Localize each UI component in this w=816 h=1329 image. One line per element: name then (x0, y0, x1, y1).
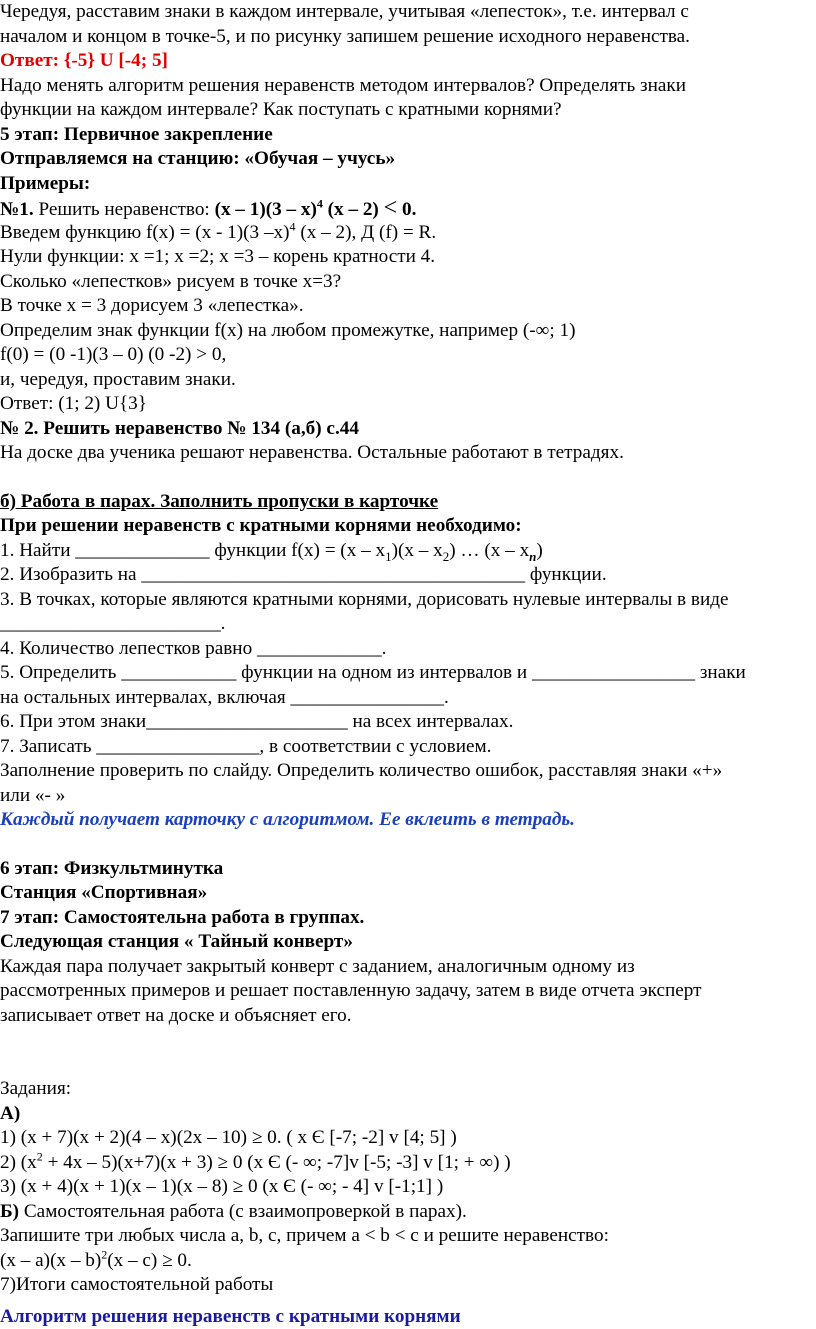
stage5-station: Отправляемся на станцию: «Обучая – учусь» (0, 148, 396, 169)
pairs-subtitle: При решении неравенств с кратными корнями необходимо: (0, 515, 522, 536)
sign-line-3: и, чередуя, проставим знаки. (0, 369, 236, 390)
check-line-1: Заполнение проверить по слайду. Определить количество ошибок, расставляя знаки «+» (0, 760, 723, 781)
tasks-b3-exponent: 2 (101, 1247, 108, 1262)
function-definition (0, 221, 436, 245)
tasks-b (0, 1200, 467, 1224)
step-7: 7. Записать _________________, в соответствии с условием. (0, 736, 492, 757)
tasks-title: Задания: (0, 1078, 72, 1099)
tasks-b3-b: (x – c) ≥ 0. (107, 1250, 192, 1271)
task-3: 3) (x + 4)(x + 1)(x – 1)(x – 8) ≥ 0 (x Є (- ∞; - 4] v [-1;1] ) (0, 1176, 444, 1197)
step-1-c: ) … (x – x (449, 540, 530, 561)
example-1-number: №1. (0, 199, 34, 220)
step-5-line-1: 5. Определить ____________ функции на одном из интервалов и _________________ знаки (0, 662, 746, 683)
step-1 (0, 539, 543, 563)
algorithm-heading: Алгоритм решения неравенств с кратными корнями (0, 1306, 461, 1327)
step-1-sub-1: 1 (385, 548, 392, 564)
example-2-note: На доске два ученика решают неравенства. Остальные работают в тетрадях. (0, 442, 624, 463)
intro-question-1: Надо менять алгоритм решения неравенств методом интервалов? Определять знаки (0, 75, 686, 96)
example-1-exponent: 4 (316, 196, 323, 211)
step-3-line-1: 3. В точках, которые являются кратными корнями, дорисовать нулевые интервалы в виде (0, 589, 729, 610)
stage5-title: 5 этап: Первичное закрепление (0, 124, 273, 145)
intro-question-2: функции на каждом интервале? Как поступать с кратными корнями? (0, 99, 562, 120)
stage5-examples: Примеры: (0, 173, 91, 194)
stage7-paragraph-3: записывает ответ на доске и объясняет его. (0, 1005, 352, 1026)
results-line: 7)Итоги самостоятельной работы (0, 1274, 274, 1295)
step-2: 2. Изобразить на ________________________________________ функции. (0, 564, 607, 585)
step-1-a: 1. Найти ______________ функции f(x) = (x – x (0, 540, 386, 561)
example-1-less-than: < (383, 195, 398, 221)
step-1-d: ) (536, 540, 543, 561)
example-1 (0, 196, 416, 222)
example-1-text: Решить неравенство: (33, 199, 215, 220)
function-exponent: 4 (289, 219, 296, 234)
step-5-line-2: на остальных интервалах, включая ________________. (0, 687, 449, 708)
tasks-b-line-2: Запишите три любых числа a, b, c, причем a < b < c и решите неравенство: (0, 1225, 609, 1246)
example-1-ineq-a: (x – 1)(3 – x) (214, 199, 317, 220)
function-zeros: Нули функции: x =1; x =2; x =3 – корень кратности 4. (0, 246, 436, 267)
stage7-paragraph-1: Каждая пара получает закрытый конверт с заданием, аналогичным одному из (0, 956, 635, 977)
tasks-b-text: Самостоятельная работа (с взаимопроверкой в парах). (19, 1201, 467, 1222)
stage7-title: 7 этап: Самостоятельна работа в группах. (0, 907, 365, 928)
step-1-b: )(x – x (391, 540, 443, 561)
task-1: 1) (x + 7)(x + 2)(4 – x)(2x – 10) ≥ 0. ( x Є [-7; -2] v [4; 5] ) (0, 1127, 457, 1148)
card-note: Каждый получает карточку с алгоритмом. Ее вклеить в тетрадь. (0, 809, 575, 830)
stage7-station: Следующая станция « Тайный конверт» (0, 931, 353, 952)
example-1-answer: Ответ: (1; 2) U{3} (0, 393, 147, 414)
tasks-a-label: А) (0, 1103, 21, 1124)
sign-line-1: Определим знак функции f(x) на любом промежутке, например (-∞; 1) (0, 320, 576, 341)
step-4: 4. Количество лепестков равно _____________. (0, 638, 387, 659)
task-2-a: 2) (x (0, 1152, 37, 1173)
step-3-line-2: _______________________. (0, 613, 226, 634)
tasks-b-label: Б) (0, 1201, 20, 1222)
intro-answer: Ответ: {-5} U [-4; 5] (0, 50, 168, 71)
petals-question: Сколько «лепестков» рисуем в точке x=3? (0, 271, 342, 292)
tasks-b-line-3 (0, 1249, 192, 1273)
example-2: № 2. Решить неравенство № 134 (а,б) с.44 (0, 418, 359, 439)
example-1-end: 0. (397, 199, 417, 220)
step-1-sub-n: n (529, 548, 537, 564)
petals-answer: В точке x = 3 дорисуем 3 «лепестка». (0, 295, 304, 316)
pairs-title: б) Работа в парах. Заполнить пропуски в карточке (0, 491, 439, 512)
intro-line-1: Чередуя, расставим знаки в каждом интервале, учитывая «лепесток», т.е. интервал с (0, 1, 689, 22)
check-line-2: или «- » (0, 785, 66, 806)
task-2 (0, 1151, 511, 1175)
task-2-b: + 4x – 5)(x+7)(x + 3) ≥ 0 (x Є (- ∞; -7]v [-5; -3] v [1; + ∞) ) (42, 1152, 511, 1173)
function-definition-b: (x – 2), Д (f) = R. (295, 222, 437, 243)
sign-line-2: f(0) = (0 -1)(3 – 0) (0 -2) > 0, (0, 344, 227, 365)
example-1-ineq-b: (x – 2) (322, 199, 384, 220)
stage6-station: Станция «Спортивная» (0, 882, 208, 903)
function-definition-a: Введем функцию f(x) = (x - 1)(3 –x) (0, 222, 290, 243)
task-2-exponent: 2 (36, 1149, 43, 1164)
step-6: 6. При этом знаки_____________________ на всех интервалах. (0, 711, 514, 732)
stage7-paragraph-2: рассмотренных примеров и решает поставленную задачу, затем в виде отчета эксперт (0, 980, 702, 1001)
intro-line-2: началом и концом в точке-5, и по рисунку запишем решение исходного неравенства. (0, 26, 690, 47)
stage6-title: 6 этап: Физкультминутка (0, 858, 224, 879)
tasks-b3-a: (x – a)(x – b) (0, 1250, 102, 1271)
step-1-sub-2: 2 (442, 548, 450, 564)
